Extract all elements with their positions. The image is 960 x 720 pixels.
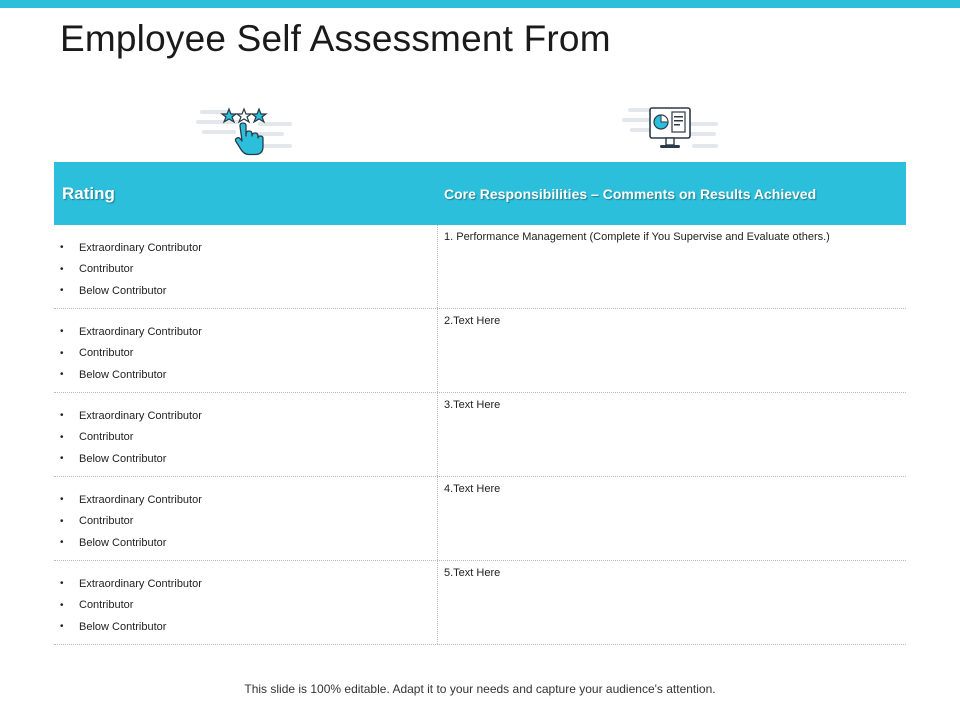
rating-option[interactable] [60, 280, 437, 302]
bullet: • [60, 263, 64, 275]
rating-option[interactable] [60, 259, 437, 281]
bullet: • [60, 410, 64, 422]
rating-option-label: Below Contributor [79, 284, 167, 297]
rating-stars-hand-icon [196, 104, 296, 156]
bullet: • [60, 537, 64, 549]
rating-option-label: Extraordinary Contributor [79, 577, 202, 590]
comment-cell[interactable]: 1. Performance Management (Complete if You Supervise and Evaluate others.) [444, 231, 830, 243]
bullet: • [60, 326, 64, 338]
rating-option-label: Extraordinary Contributor [79, 409, 202, 422]
rating-option-label: Extraordinary Contributor [79, 493, 202, 506]
rating-options [54, 309, 438, 392]
bullet: • [60, 369, 64, 381]
assessment-table [54, 162, 906, 645]
bullet: • [60, 621, 64, 633]
top-accent-bar [0, 0, 960, 8]
rating-option[interactable] [60, 364, 437, 386]
rating-option[interactable] [60, 595, 437, 617]
footer-note: This slide is 100% editable. Adapt it to your needs and capture your audience's attention. [244, 682, 716, 696]
rating-option[interactable] [60, 616, 437, 638]
table-row [54, 393, 906, 477]
rating-option-label: Contributor [79, 599, 134, 612]
rating-option[interactable] [60, 237, 437, 259]
comment-cell[interactable]: 4.Text Here [444, 483, 501, 495]
rating-option[interactable] [60, 532, 437, 554]
table-row [54, 561, 906, 645]
bullet: • [60, 494, 64, 506]
rating-option[interactable] [60, 573, 437, 595]
rating-option[interactable] [60, 427, 437, 449]
bullet: • [60, 578, 64, 590]
rating-options [54, 561, 438, 644]
rating-option[interactable] [60, 511, 437, 533]
bullet: • [60, 431, 64, 443]
rating-options [54, 393, 438, 476]
rating-option[interactable] [60, 489, 437, 511]
table-row [54, 477, 906, 561]
rating-option-label: Below Contributor [79, 368, 167, 381]
bullet: • [60, 242, 64, 254]
bullet: • [60, 285, 64, 297]
bullet: • [60, 599, 64, 611]
rating-option-label: Contributor [79, 431, 134, 444]
bullet: • [60, 453, 64, 465]
header-core-responsibilities: Core Responsibilities – Comments on Results Achieved [444, 185, 817, 202]
comment-cell[interactable]: 3.Text Here [444, 399, 501, 411]
page-title: Employee Self Assessment From [60, 18, 611, 59]
rating-option-label: Below Contributor [79, 452, 167, 465]
header-rating: Rating [62, 183, 115, 203]
bullet: • [60, 515, 64, 527]
comment-cell[interactable]: 2.Text Here [444, 315, 501, 327]
table-header [54, 162, 906, 225]
rating-option-label: Contributor [79, 515, 134, 528]
rating-options [54, 225, 438, 308]
rating-option-label: Extraordinary Contributor [79, 325, 202, 338]
rating-option-label: Contributor [79, 347, 134, 360]
comment-cell[interactable]: 5.Text Here [444, 567, 501, 579]
rating-option[interactable] [60, 448, 437, 470]
rating-option-label: Below Contributor [79, 620, 167, 633]
rating-option[interactable] [60, 405, 437, 427]
rating-option-label: Extraordinary Contributor [79, 241, 202, 254]
monitor-report-icon [622, 102, 722, 156]
bullet: • [60, 347, 64, 359]
table-row [54, 309, 906, 393]
table-row [54, 225, 906, 309]
rating-option[interactable] [60, 321, 437, 343]
rating-options [54, 477, 438, 560]
rating-option-label: Contributor [79, 263, 134, 276]
rating-option[interactable] [60, 343, 437, 365]
rating-option-label: Below Contributor [79, 536, 167, 549]
